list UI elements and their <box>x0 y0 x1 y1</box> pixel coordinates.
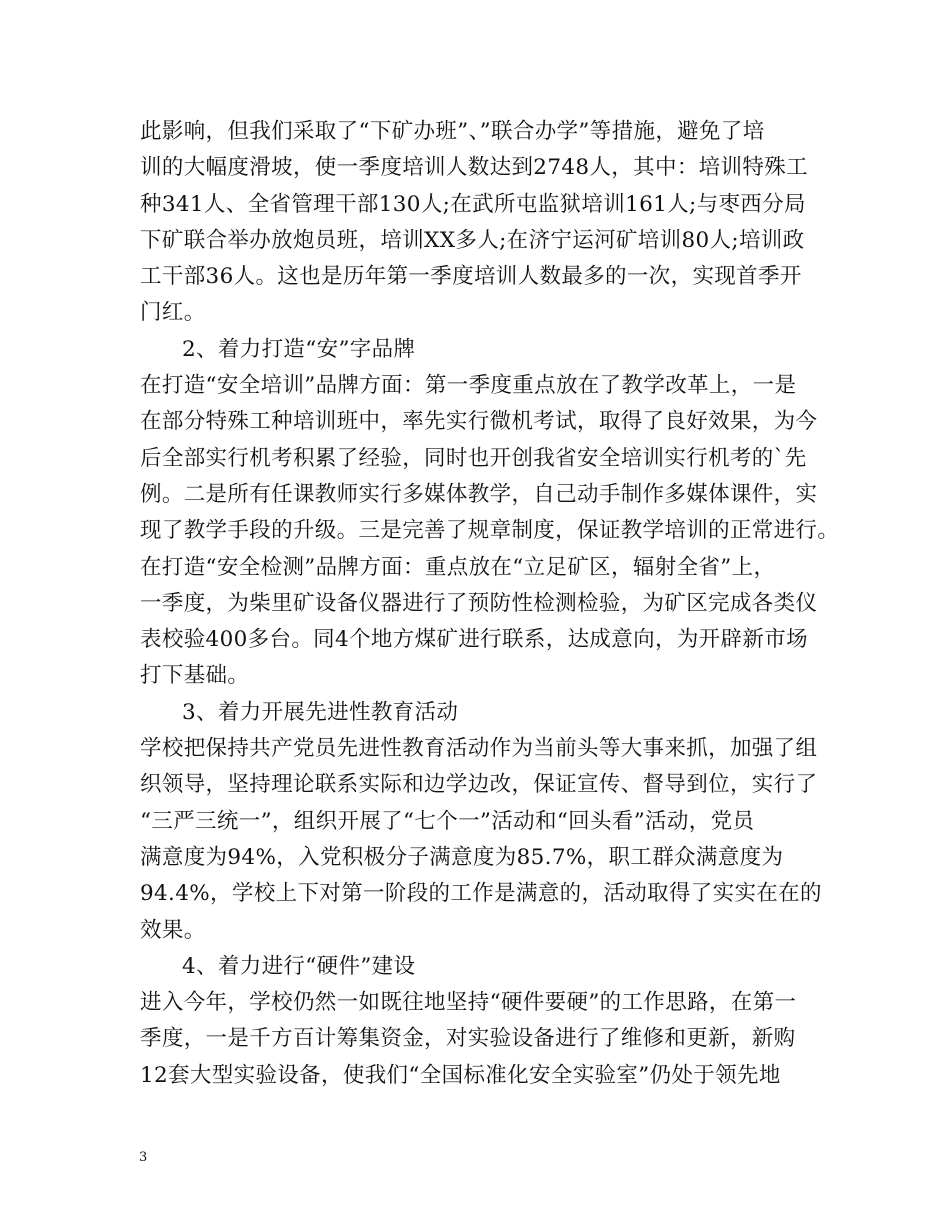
text-line: 下矿联合举办放炮员班，培训XX多人;在济宁运河矿培训80人;培训政 <box>140 227 805 253</box>
text-line: 此影响，但我们采取了“下矿办班”、”联合办学”等措施，避免了培 <box>140 119 765 144</box>
text-line: 后全部实行机考积累了经验，同时也开创我省安全培训实行机考的`先 <box>140 445 807 471</box>
text-line: 进入今年，学校仍然一如既往地坚持“硬件要硬”的工作思路，在第一 <box>140 990 797 1016</box>
text-line: 例。二是所有任课教师实行多媒体教学，自己动手制作多媒体课件，实 <box>140 481 818 507</box>
section-heading: 4、着力进行“硬件”建设 <box>182 953 416 979</box>
text-line: 效果。 <box>140 917 206 943</box>
text-line: 表校验400多台。同4个地方煤矿进行联系，达成意向，为开辟新市场 <box>140 627 808 653</box>
text-line: 织领导，坚持理论联系实际和边学边改，保证宣传、督导到位，实行了 <box>140 772 818 798</box>
text-line: “三严三统一”，组织开展了“七个一”活动和“回头看”活动，党员 <box>140 808 755 834</box>
text-line: 打下基础。 <box>140 663 250 689</box>
text-line: 在打造“安全检测”品牌方面：重点放在“立足矿区，辐射全省”上， <box>140 554 776 580</box>
text-line: 在部分特殊工种培训班中，率先实行微机考试，取得了良好效果，为今 <box>140 409 818 435</box>
text-line: 种341人、全省管理干部130人;在武所屯监狱培训161人;与枣西分局 <box>140 191 806 217</box>
text-line: 工干部36人。这也是历年第一季度培训人数最多的一次，实现首季开 <box>140 264 802 290</box>
text-line: 现了教学手段的升级。三是完善了规章制度，保证教学培训的正常进行。 <box>140 518 840 544</box>
text-line: 学校把保持共产党员先进性教育活动作为当前头等大事来抓，加强了组 <box>140 736 818 762</box>
section-heading: 2、着力打造“安”字品牌 <box>182 336 416 362</box>
text-line: 季度，一是千方百计筹集资金，对实验设备进行了维修和更新，新购 <box>140 1026 796 1052</box>
text-line: 一季度，为柴里矿设备仪器进行了预防性检测检验，为矿区完成各类仪 <box>140 590 818 616</box>
text-line: 训的大幅度滑坡，使一季度培训人数达到2748人，其中：培训特殊工 <box>140 155 808 181</box>
page-number: 3 <box>139 1150 148 1165</box>
text-line: 94.4%，学校上下对第一阶段的工作是满意的，活动取得了实实在在的 <box>140 881 822 907</box>
text-line: 12套大型实验设备，使我们“全国标准化安全实验室”仍处于领先地 <box>140 1062 781 1088</box>
text-line: 在打造“安全培训”品牌方面：第一季度重点放在了教学改革上，一是 <box>140 373 797 399</box>
text-line: 门红。 <box>140 300 206 326</box>
section-heading: 3、着力开展先进性教育活动 <box>182 699 459 725</box>
document-body <box>140 114 840 1094</box>
text-line: 满意度为94%，入党积极分子满意度为85.7%，职工群众满意度为 <box>140 844 784 870</box>
